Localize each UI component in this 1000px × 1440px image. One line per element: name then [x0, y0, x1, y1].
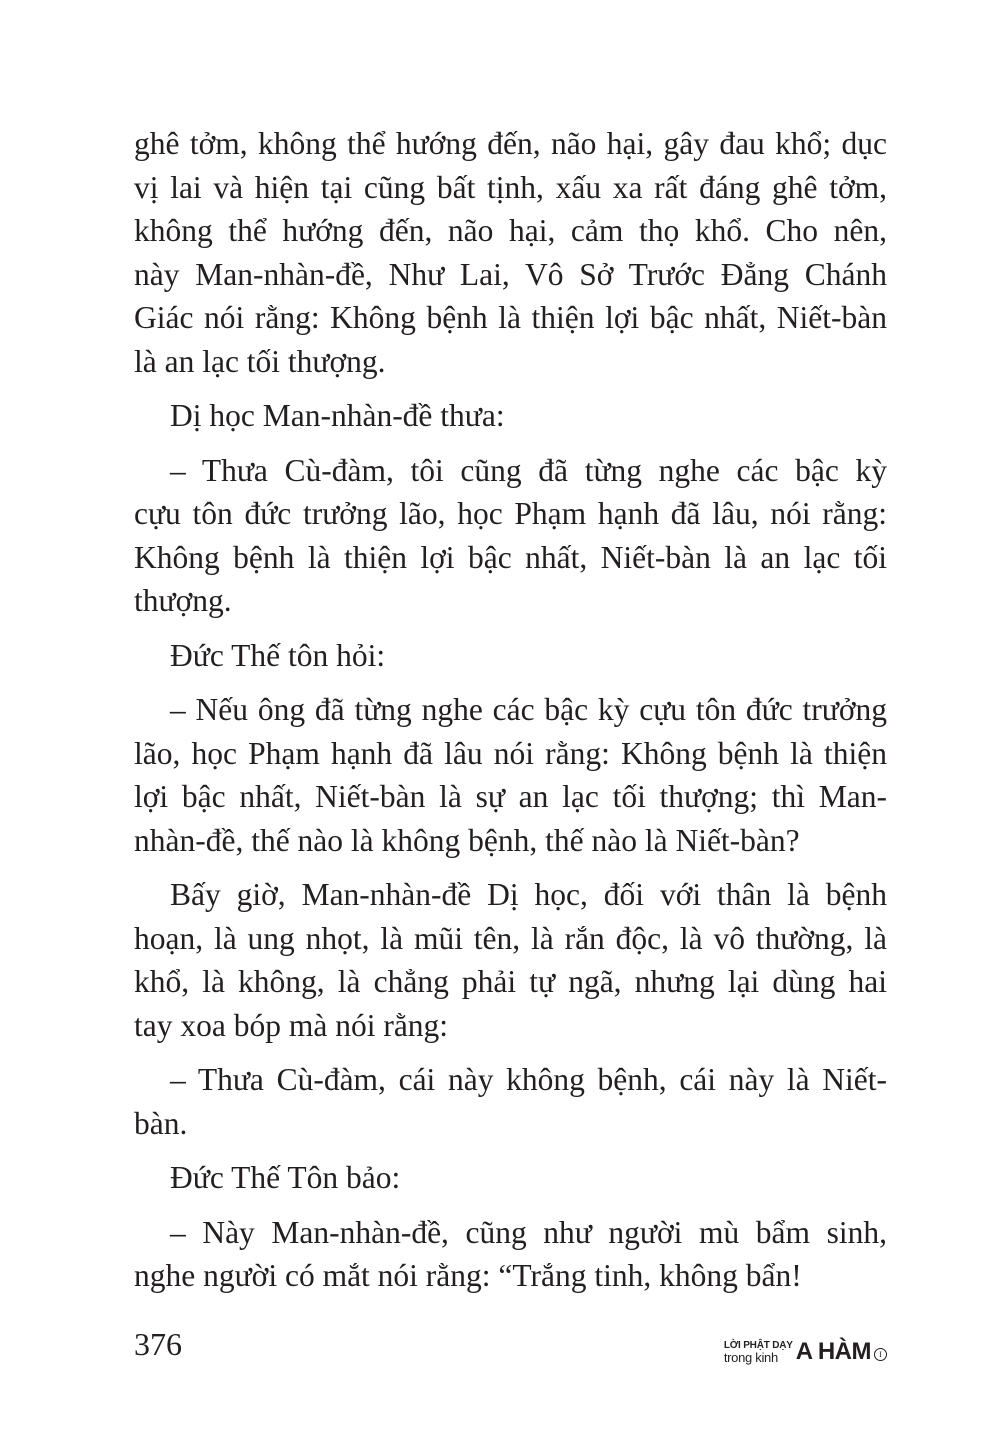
text-line: – Nếu ông đã từng nghe các bậc kỳ cựu tôn đức trưởng [170, 692, 887, 727]
logo-line2: trong kinh [723, 1350, 778, 1365]
paragraph [134, 873, 887, 1047]
book-series-logo [724, 1334, 887, 1364]
paragraph [134, 1156, 887, 1200]
text-line: tay xoa bóp mà nói rằng: [134, 1007, 449, 1043]
paragraph [134, 688, 887, 862]
text-line: lão, học Phạm hạnh đã lâu nói rằng: Không bệnh là thiện [134, 735, 887, 771]
text-line: hoạn, là ung nhọt, là mũi tên, là rắn độc, là vô thường, là [134, 920, 887, 956]
text-line: lợi bậc nhất, Niết-bàn là sự an lạc tối thượng; thì Man- [134, 779, 887, 814]
text-line: bàn. [134, 1105, 188, 1141]
text-line: Không bệnh là thiện lợi bậc nhất, Niết-bàn là an lạc tối [134, 539, 887, 575]
page-footer [134, 1322, 887, 1372]
text-line: – Này Man-nhàn-đề, cũng như người mù bẩm sinh, [170, 1214, 887, 1250]
logo-line1: LỜI PHẬT DẠY [723, 1340, 793, 1351]
text-line: – Thưa Cù-đàm, tôi cũng đã từng nghe các bậc kỳ [170, 452, 887, 488]
paragraph [134, 634, 887, 678]
text-line: Bấy giờ, Man-nhàn-đề Dị học, đối với thân là bệnh [170, 877, 887, 912]
paragraph [134, 449, 887, 623]
logo-small-text [724, 1341, 793, 1364]
text-line: Đức Thế tôn hỏi: [170, 637, 386, 673]
paragraph [134, 122, 887, 383]
paragraph [134, 1058, 887, 1145]
paragraph [134, 394, 887, 438]
text-line: Đức Thế Tôn bảo: [170, 1160, 401, 1195]
text-line: khổ, là không, là chẳng phải tự ngã, nhưng lại dùng hai [134, 964, 887, 999]
text-line: là an lạc tối thượng. [134, 343, 386, 379]
text-line: – Thưa Cù-đàm, cái này không bệnh, cái này là Niết- [170, 1062, 887, 1097]
logo-title: A HÀM [795, 1338, 871, 1365]
page-number: 376 [134, 1326, 182, 1362]
text-line: Dị học Man-nhàn-đề thưa: [170, 398, 505, 433]
text-line: vị lai và hiện tại cũng bất tịnh, xấu xa rất đáng ghê tởm, [134, 169, 887, 205]
text-line: này Man-nhàn-đề, Như Lai, Vô Sở Trước Đẳng Chánh [134, 256, 887, 292]
text-line: cựu tôn đức trưởng lão, học Phạm hạnh đã lâu, nói rằng: [134, 496, 887, 531]
text-line: Giác nói rằng: Không bệnh là thiện lợi bậc nhất, Niết-bàn [134, 300, 887, 335]
text-line: nghe người có mắt nói rằng: “Trắng tinh, không bẩn! [134, 1258, 802, 1293]
text-line: không thể hướng đến, não hại, cảm thọ khổ. Cho nên, [134, 213, 887, 248]
body-text [134, 122, 887, 1309]
paragraph [134, 1211, 887, 1298]
volume-badge: I [874, 1348, 887, 1361]
text-line: nhàn-đề, thế nào là không bệnh, thế nào là Niết-bàn? [134, 822, 800, 858]
text-line: thượng. [134, 583, 232, 618]
text-line: ghê tởm, không thể hướng đến, não hại, gây đau khổ; dục [134, 126, 887, 161]
